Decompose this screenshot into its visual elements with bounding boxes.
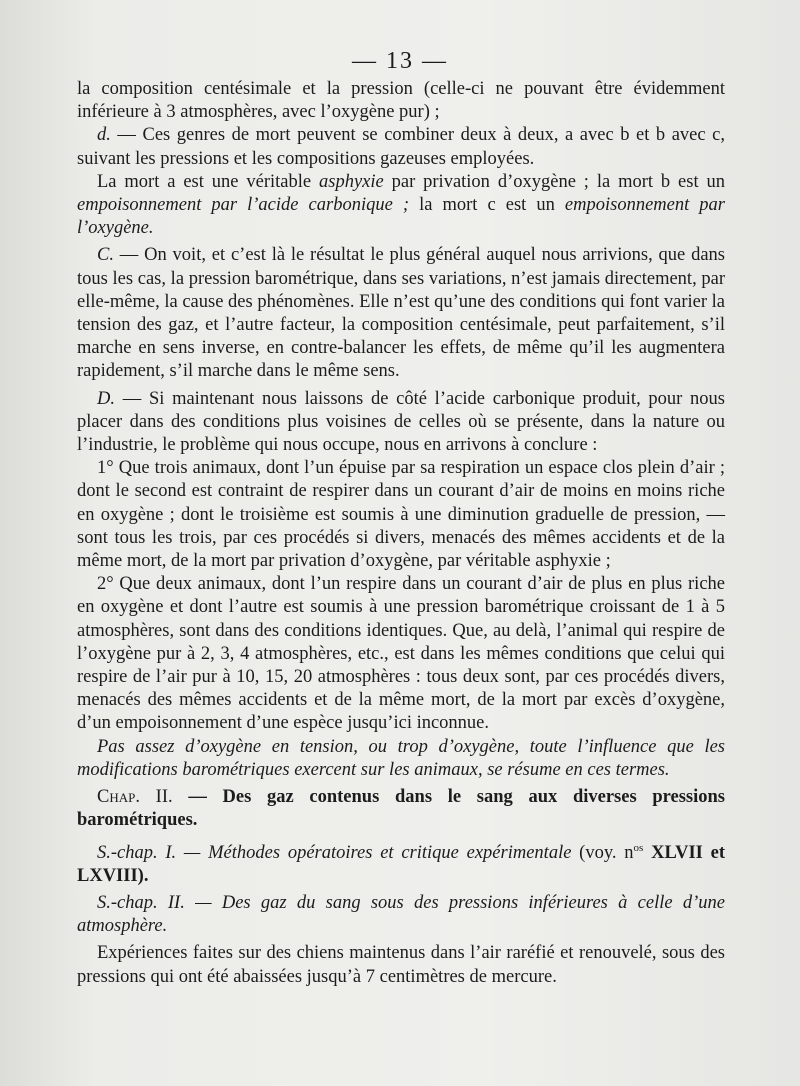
schap-2-label: S.-chap. II. <box>97 893 185 914</box>
paragraph-experiences: Expériences faites sur des chiens maintenus dans l’air raréfié et renouvelé, sous des pressions qui ont été abaissées jusqu’à 7 centimètres de mercure. <box>77 943 725 987</box>
paragraph-schap-1 <box>77 837 725 889</box>
mort-asphyxie: asphyxie <box>319 171 384 192</box>
label-d: d. <box>97 125 111 146</box>
body-text <box>77 78 725 989</box>
text-d: — Ces genres de mort peuvent se combiner deux à deux, a avec b et b avec c, suivant les pressions et les compositions gazeuses employées. <box>77 125 725 169</box>
mort-empoisonnement-co2: empoisonnement par l’acide carbonique ; <box>77 195 410 216</box>
text-c: — On voit, et c’est là le résultat le plus général auquel nous arrivions, que dans tous les cas, la pression barométrique, dans ses variations, n’est jamais directement, par elle-même, la cause des phénomènes. Elle n’est qu’une des conditions qui font varier la tension des gaz, et l’autre facteur, la composition centésimale, peut parfaitement, s’il marche en sens inverse, en contre-balancer les effets, de même qu’il les augmentera rapidement, s’il marche dans le même sens. <box>77 245 725 382</box>
schap-2-title: — Des gaz du sang sous des pressions inférieures à celle d’une atmosphère. <box>77 893 725 937</box>
mort-text-c: par privation d’oxygène ; la mort b est un <box>383 171 725 192</box>
paragraph-1: la composition centésimale et la pression (celle-ci ne pouvant être évidemment inférieure à 3 atmosphères, avec l’oxygène pur) ; <box>77 79 725 123</box>
chap-title: — Des gaz contenus dans le sang aux diverses pressions barométriques. <box>77 787 726 831</box>
schap-1-ref-a: (voy. n <box>571 842 634 863</box>
paragraph-2-degree: 2° Que deux animaux, dont l’un respire dans un courant d’air de plus en plus riche en oxygène et dont l’autre est soumis à une pression barométrique croissant de 1 à 5 atmosphères, sont dans des conditions identiques. Que, au delà, l’animal qui respire de l’oxygène pur à 2, 3, 4 atmosphères, etc., est dans les mêmes conditions que celui qui respire de l’air pur à 10, 15, 20 atmosphères : tous deux sont, par ces procédés divers, menacés des mêmes accidents et de la même mort, de la mort par excès d’oxygène, d’un empoisonnement d’une espèce jusqu’ici inconnue. <box>77 574 725 734</box>
label-D: D. <box>97 388 115 409</box>
page-number: — 13 — <box>352 48 448 74</box>
chap-label: Chap. II. <box>97 787 173 808</box>
text-D: — Si maintenant nous laissons de côté l’acide carbonique produit, pour nous placer dans des conditions plus voisines de celles où se présente, dans la nature ou l’industrie, le problème qui nous occupe, nous en arrivons à conclure : <box>77 388 725 456</box>
mort-text-e: la mort c est un <box>409 195 565 216</box>
paragraph-1-degree: 1° Que trois animaux, dont l’un épuise par sa respiration un espace clos plein d’air ; dont le second est contraint de respirer dans un courant d’air de moins en moins riche en oxygène ; dont le troisième est soumis à une diminution graduelle de pression, — sont tous les trois, par ces procédés si divers, menacés des mêmes accidents et de la même mort, de la mort par privation d’oxygène, par véritable asphyxie ; <box>77 458 725 572</box>
schap-1-ref-sup: os <box>633 841 644 854</box>
mort-empoisonnement-o2: empoisonnement par l’oxygène. <box>77 195 725 239</box>
paragraph-chap-2 <box>77 786 725 832</box>
paragraph-mort <box>77 171 725 241</box>
paragraph-d <box>77 124 725 170</box>
schap-1-ref-b: XLVII et LXVIII). <box>77 842 725 886</box>
paragraph-c <box>77 244 725 383</box>
schap-1-title: S.-chap. I. — Méthodes opératoires et critique expérimentale <box>97 842 572 863</box>
label-c: C. <box>97 245 114 266</box>
paragraph-summary: Pas assez d’oxygène en tension, ou trop d’oxygène, toute l’influence que les modifications barométriques exercent sur les animaux, se résume en ces termes. <box>77 736 725 780</box>
paragraph-D <box>77 388 725 458</box>
paragraph-schap-2 <box>77 892 725 938</box>
mort-text-a: La mort a est une véritable <box>97 171 319 192</box>
